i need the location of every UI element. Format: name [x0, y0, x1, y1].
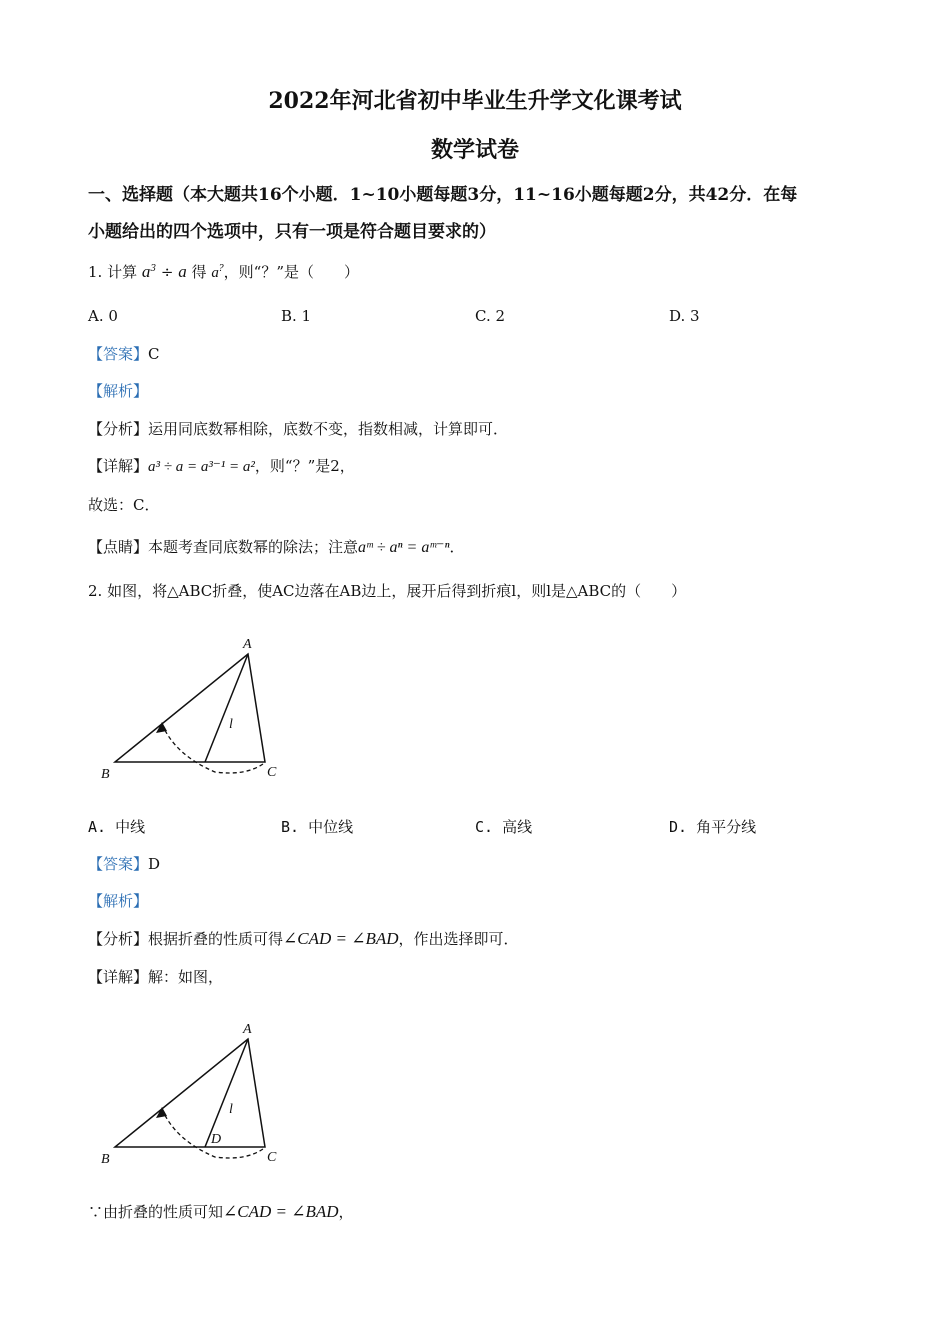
detail-tag: 【详解】 [88, 457, 149, 475]
q2-answer [88, 853, 160, 874]
triangle-figure-2 [95, 1015, 295, 1175]
q1-fenxi [88, 418, 508, 439]
q1-base-1: a [141, 262, 151, 281]
fold-line-l [205, 1039, 248, 1147]
section-heading-line1: 一、选择题（本大题共16个小题．1~10小题每题3分，11~16小题每题2分，共42分．在每 [88, 185, 798, 205]
detail-text: 解：如图， [148, 968, 224, 986]
label-b: B [101, 1152, 110, 1167]
detail-math: a³ ÷ a = a³⁻¹ = a² [148, 459, 255, 475]
q1-exp-1: 3 [150, 264, 157, 274]
q1-analysis-tag: 【解析】 [88, 382, 149, 400]
page-title: 2022年河北省初中毕业生升学文化课考试 [268, 88, 682, 114]
fold-line-l [205, 654, 248, 762]
question-1-stem [88, 261, 359, 282]
q2-option-c: C. 高线 [475, 818, 533, 836]
page-subtitle: 数学试卷 [430, 137, 519, 163]
detail-rest: ，则“？”是2， [254, 457, 355, 475]
fenxi-text: 运用同底数幂相除，底数不变，指数相减，计算即可． [148, 420, 509, 438]
q1-answer [88, 343, 160, 364]
q2-option-d: D. 角平分线 [669, 818, 757, 836]
tip-math: aᵐ ÷ aⁿ = aᵐ⁻ⁿ [358, 539, 450, 556]
q1-option-c: C. 2 [475, 307, 506, 325]
answer-value: C [148, 345, 160, 363]
fenxi-pre: 根据折叠的性质可得 [148, 930, 284, 948]
q1-get: 得 [191, 263, 207, 281]
label-c: C [267, 1150, 277, 1165]
question-1-number: 1. 计算 [88, 263, 138, 281]
label-b: B [101, 767, 110, 782]
section-heading-line2: 小题给出的四个选项中，只有一项是符合题目要求的） [88, 222, 496, 242]
fold-arc [162, 724, 263, 773]
label-a: A [243, 637, 252, 652]
q2-fenxi [88, 928, 519, 949]
q1-result-exp: ? [218, 264, 224, 274]
q1-option-a: A. 0 [88, 307, 118, 325]
label-l: l [229, 717, 233, 732]
question-2-stem: 2. 如图，将△ABC折叠，使AC边落在AB边上，展开后得到折痕l，则l是△ABC的（ ） [88, 582, 687, 600]
label-d: D [211, 1132, 222, 1147]
fenxi-math: ∠CAD = ∠BAD [283, 929, 399, 948]
q2-option-b: B. 中位线 [281, 818, 354, 836]
fenxi-tag: 【分析】 [88, 930, 149, 948]
q2-because [88, 1201, 354, 1222]
fenxi-post: ，作出选择即可． [398, 930, 519, 948]
triangle-abc [115, 1039, 265, 1147]
q1-option-b: B. 1 [281, 307, 312, 325]
answer-tag: 【答案】 [88, 855, 149, 873]
q1-choose: 故选：C． [88, 496, 160, 514]
q1-div-sign: ÷ [160, 263, 174, 281]
answer-tag: 【答案】 [88, 345, 149, 363]
because-math: ∠CAD = ∠BAD [223, 1202, 339, 1221]
q2-analysis-tag: 【解析】 [88, 892, 149, 910]
q1-base-2: a [178, 262, 187, 281]
q2-detail [88, 966, 223, 987]
tip-tag: 【点睛】 [88, 538, 149, 556]
tip-text: 本题考查同底数幂的除法；注意 [148, 538, 359, 556]
label-l: l [229, 1102, 233, 1117]
answer-value: D [148, 855, 161, 873]
label-a: A [243, 1022, 252, 1037]
q1-detail [88, 455, 355, 476]
triangle-figure-1 [95, 630, 295, 790]
because-pre: ∵由折叠的性质可知 [88, 1203, 224, 1221]
q1-option-d: D. 3 [669, 307, 700, 325]
tip-end: ． [449, 538, 465, 556]
q2-option-a: A. 中线 [88, 818, 146, 836]
q1-result-base: a [211, 265, 219, 281]
q1-stem-rest: ，则“？”是（ ） [223, 263, 359, 281]
label-c: C [267, 765, 277, 780]
fenxi-tag: 【分析】 [88, 420, 149, 438]
q1-tip [88, 536, 465, 557]
detail-tag: 【详解】 [88, 968, 149, 986]
triangle-abc [115, 654, 265, 762]
because-post: ， [338, 1203, 354, 1221]
